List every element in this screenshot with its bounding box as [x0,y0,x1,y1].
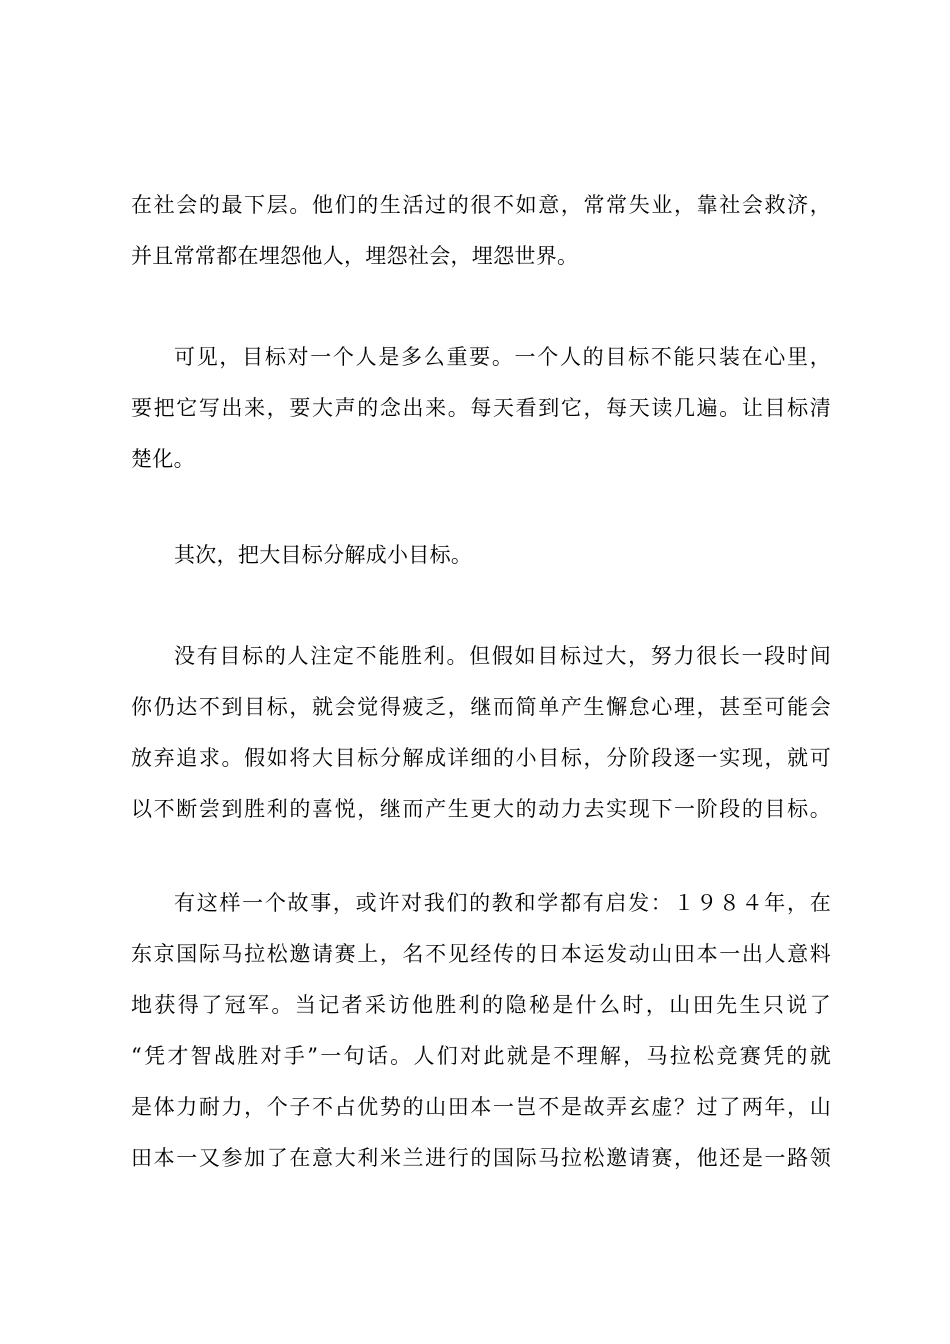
text-line: 其次，把大目标分解成小目标。 [174,543,473,567]
text-line: “凭才智战胜对手”一句话。人们对此就是不理解，马拉松竞赛凭的就 [131,1044,831,1068]
text-line: 楚化。 [131,447,195,471]
text-line: 地获得了冠军。当记者采访他胜利的隐秘是什么时，山田先生只说了 [131,993,831,1017]
text-line: 是体力耐力，个子不占优势的山田本一岂不是故弄玄虚？过了两年，山 [131,1095,831,1119]
text-line: 以不断尝到胜利的喜悦，继而产生更大的动力去实现下一阶段的目标。 [131,797,831,821]
text-line: 你仍达不到目标，就会觉得疲乏，继而简单产生懈怠心理，甚至可能会 [131,695,831,719]
text-line: 并且常常都在埋怨他人，埋怨社会，埋怨世界。 [131,244,579,268]
text-line: 放弃追求。假如将大目标分解成详细的小目标，分阶段逐一实现，就可 [131,746,831,770]
text-line: 要把它写出来，要大声的念出来。每天看到它，每天读几遍。让目标清 [131,396,831,420]
text-line: 可见，目标对一个人是多么重要。一个人的目标不能只装在心里， [174,345,831,369]
text-line: 有这样一个故事，或许对我们的教和学都有启发：１９８４年，在 [174,891,831,915]
text-line: 田本一又参加了在意大利米兰进行的国际马拉松邀请赛，他还是一路领 [131,1146,831,1170]
text-line: 东京国际马拉松邀请赛上，名不见经传的日本运发动山田本一出人意料 [131,942,831,966]
text-line: 在社会的最下层。他们的生活过的很不如意，常常失业，靠社会救济， [131,193,831,217]
text-line: 没有目标的人注定不能胜利。但假如目标过大，努力很长一段时间 [174,644,831,668]
